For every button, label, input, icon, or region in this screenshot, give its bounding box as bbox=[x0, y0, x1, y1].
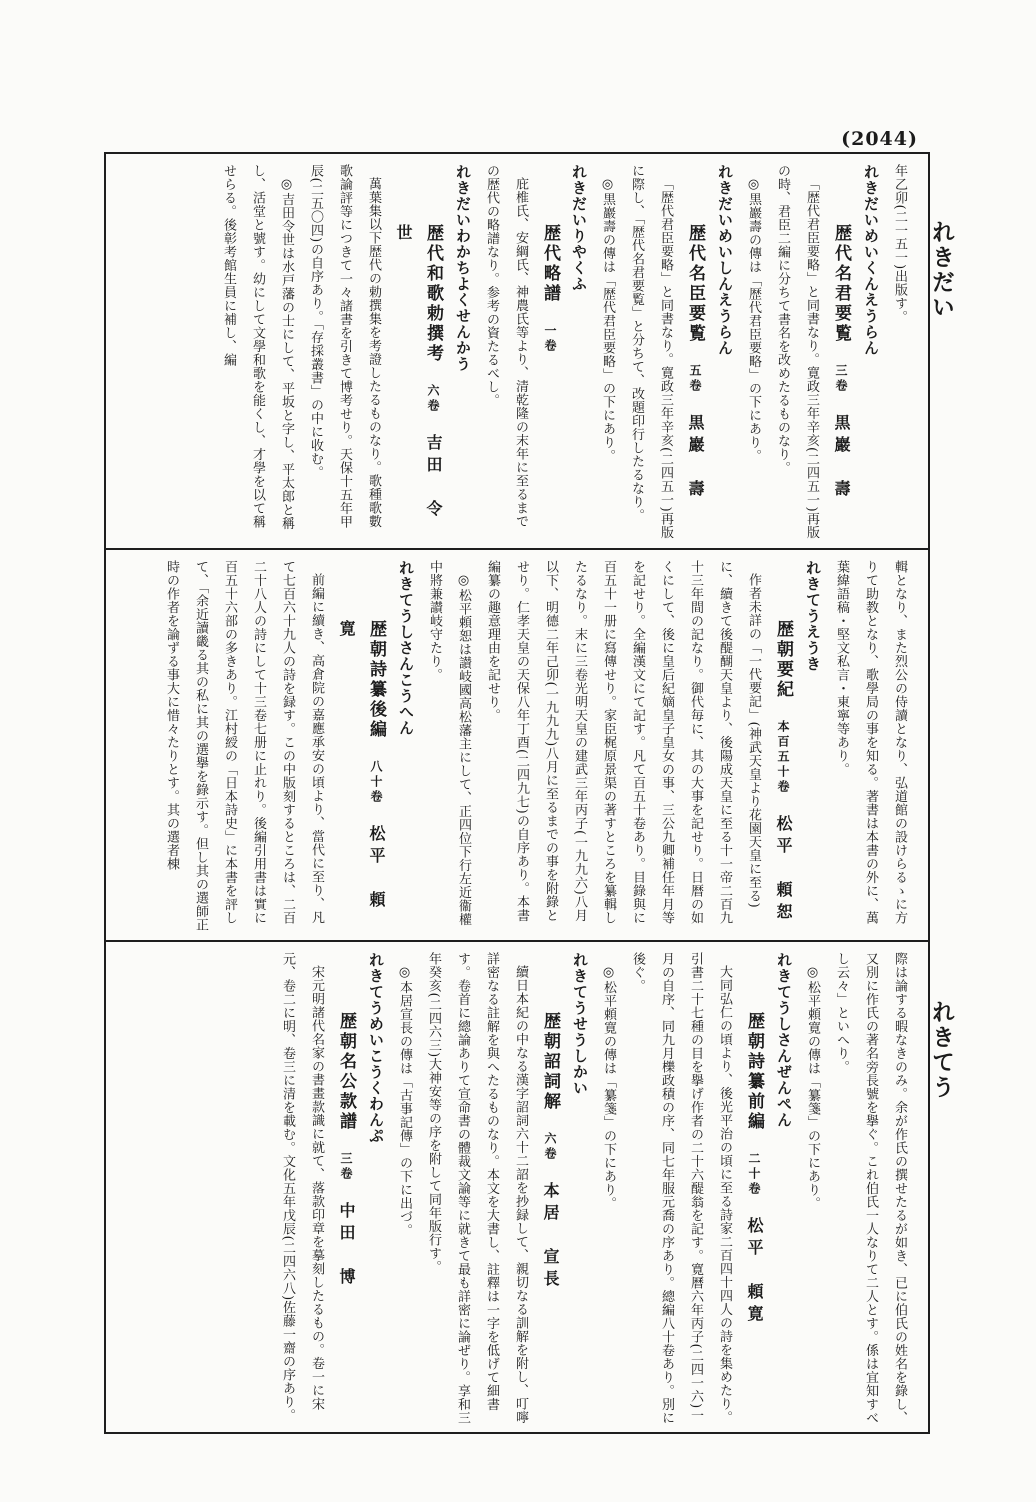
entry-author: 本居 宣長 bbox=[541, 1181, 560, 1292]
entry-volumes: 一卷 bbox=[543, 323, 557, 354]
entry-title-line bbox=[739, 952, 769, 1426]
entry-headword: れきてうしさんこうへん bbox=[397, 560, 415, 736]
entry-title: 歴代和歌勅撰考 bbox=[423, 223, 443, 364]
entry-title-line bbox=[535, 952, 565, 1426]
entry-title-line bbox=[388, 164, 448, 540]
entry-body-paragraph: 「歴代君臣要略」と同書なり。寛政三年辛亥(二四五一)再版の時、君臣二編に分ちて書名を改めたるものなり。 bbox=[775, 164, 819, 540]
entry-headword: れきてうしさんぜんぺん bbox=[775, 952, 793, 1128]
entry-author: 松平 頼寛 bbox=[745, 1216, 764, 1327]
entry-volumes: 五卷 bbox=[688, 363, 702, 394]
entry-body-paragraph: 庇椎氏、安綱氏、神農氏等より、清乾隆の末年に至るまでの歴代の略譜なり。参考の資たるべし。 bbox=[484, 164, 528, 528]
entry-body-paragraph: ◎松平頼寛の傳は「纂箋」の下にあり。 bbox=[601, 965, 616, 1210]
entry-volumes: 八十卷 bbox=[369, 759, 383, 805]
entry-body-paragraph: 萬葉集以下歴代の勅撰集を考證したるものなり。歌種歌數歌論評等につきて一々諸書を引きて博考せり。天保十五年甲辰(二五〇四)の自序あり。「存採叢書」の中に收む。 bbox=[308, 164, 381, 529]
entry-headword: れきだいめいしんえうらん bbox=[716, 164, 734, 356]
band-top bbox=[106, 154, 928, 548]
entry-author: 中田 博 bbox=[337, 1201, 356, 1290]
entry-title: 歴代名君要覧 bbox=[831, 223, 851, 344]
side-label-lower: れきてう bbox=[928, 1000, 955, 1100]
entry-body-paragraph: 宋元明諸代名家の書畫款識に就て、落款印章を摹刻したるもの。卷一に宋元、卷二に明、卷三に清を載む。文化五年戊辰(二四六八)佐藤一齋の序あり。 bbox=[280, 952, 324, 1423]
entry-headword: れきてうせうしかい bbox=[571, 952, 589, 1096]
entry-body-paragraph: ◎黒巖壽の傳は「歴代君臣要略」の下にあり。 bbox=[600, 177, 615, 463]
side-label-top: れきだい bbox=[928, 220, 955, 320]
entry-headword: れきだいめいくんえうらん bbox=[862, 164, 880, 356]
entry-body-paragraph: ◎松平頼寛の傳は「纂箋」の下にあり。 bbox=[805, 965, 820, 1210]
entry-body-paragraph: ◎本居宣長の傳は「古事記傳」の下に出づ。 bbox=[397, 965, 412, 1237]
entry-body-paragraph: 年乙卯(二一五一)出版す。 bbox=[892, 164, 907, 324]
entry-author: 吉田 令世 bbox=[394, 223, 443, 522]
entry-title-line bbox=[680, 164, 710, 540]
band-middle bbox=[106, 548, 928, 940]
entry-title: 歴朝詩纂後編 bbox=[366, 619, 386, 740]
entry-volumes: 三卷 bbox=[339, 1151, 353, 1182]
entry-body-paragraph: 續日本紀の中なる漢字詔詞六十二詔を抄録して、親切なる訓解を附し、叮嚀詳密なる註解を與へたるものなり。本文を大書し、註釋は一字を低げて細書す。卷首に總論ありて宣命書の體裁文論等に就きて最も詳密に論ぜり。享和三年癸亥(二四六三)大神安等の序を附して同年版行す。 bbox=[426, 952, 528, 1425]
entry-body-paragraph: 際は論する暇なきのみ。余が作氏の撰せたるが如き、已に伯氏の姓名を錄し、又別に作氏の著名旁長號を擧ぐ。これ伯氏一人なりて二人とす。係は宜知すべし云々」といへり。 bbox=[834, 952, 907, 1425]
band-top-text bbox=[128, 164, 914, 540]
entry-volumes: 本百五十卷 bbox=[776, 719, 790, 795]
band-bottom bbox=[106, 940, 928, 1434]
entry-body-paragraph: 輯となり、また烈公の侍讀となり、弘道館の設けらるゝに方りて助教となり、歌學局の事を知る。著書は本書の外に、萬葉緯語稿・堅文私言・東寧等あり。 bbox=[834, 560, 907, 925]
entry-title-line bbox=[826, 164, 856, 540]
entry-title-line bbox=[768, 560, 798, 932]
entry-author: 松平 頼恕 bbox=[774, 814, 793, 925]
entry-author: 黒巖 壽 bbox=[686, 413, 705, 502]
entry-body-paragraph: 大同弘仁の頃より、後光平治の頃に至る詩家二百四十四人の詩を集めたり。引書二十七種の目を擧げ作者の二十六醍翁を記す。寛曆六年丙子(二四一六)一月の自序、同九月櫟政積の序、同七年服元喬の序あり。總編八十卷あり。別に後ぐ。 bbox=[630, 952, 732, 1425]
entry-title: 歴代略譜 bbox=[540, 223, 560, 304]
entry-title-line bbox=[331, 560, 391, 932]
entry-title: 歴朝詩纂前編 bbox=[744, 1011, 764, 1132]
entry-headword: れきだいりやくふ bbox=[570, 164, 588, 292]
entry-body-paragraph: ◎吉田令世は水戸藩の士にして、平坂と字し、平太郎と稱し、活堂と號す。幼にして文學和歌を能くし、才學を以て稱せらる。後彰考館生員に補し、編 bbox=[221, 164, 294, 530]
entry-headword: れきてうめいこうくわんぷ bbox=[367, 952, 385, 1144]
entry-title-line bbox=[535, 164, 564, 540]
entry-title: 歴朝詔詞解 bbox=[540, 1011, 560, 1112]
page-frame bbox=[104, 152, 930, 1434]
entry-title: 歴代名臣要覧 bbox=[685, 223, 705, 344]
entry-volumes: 二十卷 bbox=[747, 1151, 761, 1197]
entry-author: 黒巖 壽 bbox=[832, 413, 851, 502]
band-middle-text bbox=[128, 560, 914, 932]
entry-volumes: 六卷 bbox=[543, 1131, 557, 1162]
entry-title-line bbox=[331, 952, 361, 1426]
entry-volumes: 三卷 bbox=[834, 363, 848, 394]
entry-body-paragraph: ◎黒巖壽の傳は「歴代君臣要略」の下にあり。 bbox=[746, 177, 761, 463]
entry-author: 松平 頼寛 bbox=[337, 619, 386, 913]
entry-volumes: 六卷 bbox=[426, 383, 440, 414]
entry-headword: れきてうえうき bbox=[804, 560, 822, 672]
entry-title: 歴朝名公款譜 bbox=[336, 1011, 356, 1132]
entry-body-paragraph: 作者未詳の「一代要記」(神武天皇より花園天皇に至る)に、續きて後醍醐天皇より、後陽成天皇に至る十一帝二百九十三年間の記なり。御代毎に、其の大事を記せり。日暦の如くにして、後に皇后紀嫡皇子皇女の事、三公九卿補任年月等を記せり。全編漢文にて記す。凡て百五十卷あり。目錄與に百五十一册に寫傳せり。家臣梶原景渠の著すところを纂輯したるなり。末に三卷光明天皇の建武三年丙子(一九九六)八月以下、明德二年己卯(一九九九)八月に至るまでの事を附錄とせり。仁孝天皇の天保八年丁酉(二四九七)の自序あり。本書編纂の趣意理由を記せり。 bbox=[485, 560, 761, 925]
entry-body-paragraph: 前編に續き、高倉院の嘉應承安の頃より、當代に至り、凡て七百六十九人の詩を録す。この中版刻するところは、二百二十八人の詩にして十三卷七册に止れり。後編引用書は實に百五十六部の多きあり。江村綬の「日本詩史」に本書を評して、「余近讀畿る其の私に其の選擧を錄示す。但し其の選師正時の作者を論ずる事大に惜々たりとす。其の選者棟 bbox=[164, 560, 324, 932]
entry-title: 歴朝要紀 bbox=[773, 619, 793, 700]
entry-headword: れきだいわかちよくせんかう bbox=[454, 164, 472, 372]
page-number: (2044) bbox=[841, 128, 918, 150]
entry-body-paragraph: ◎松平頼恕は讃岐國高松藩主にして、正四位下行左近衞權中將兼讃岐守たり。 bbox=[427, 560, 471, 926]
entry-body-paragraph: 「歴代君臣要略」と同書なり。寛政三年辛亥(二四五一)再版に際し、「歴代名君要覧」と分ちて、改題印行したるなり。 bbox=[629, 164, 673, 540]
band-bottom-text bbox=[128, 952, 914, 1426]
